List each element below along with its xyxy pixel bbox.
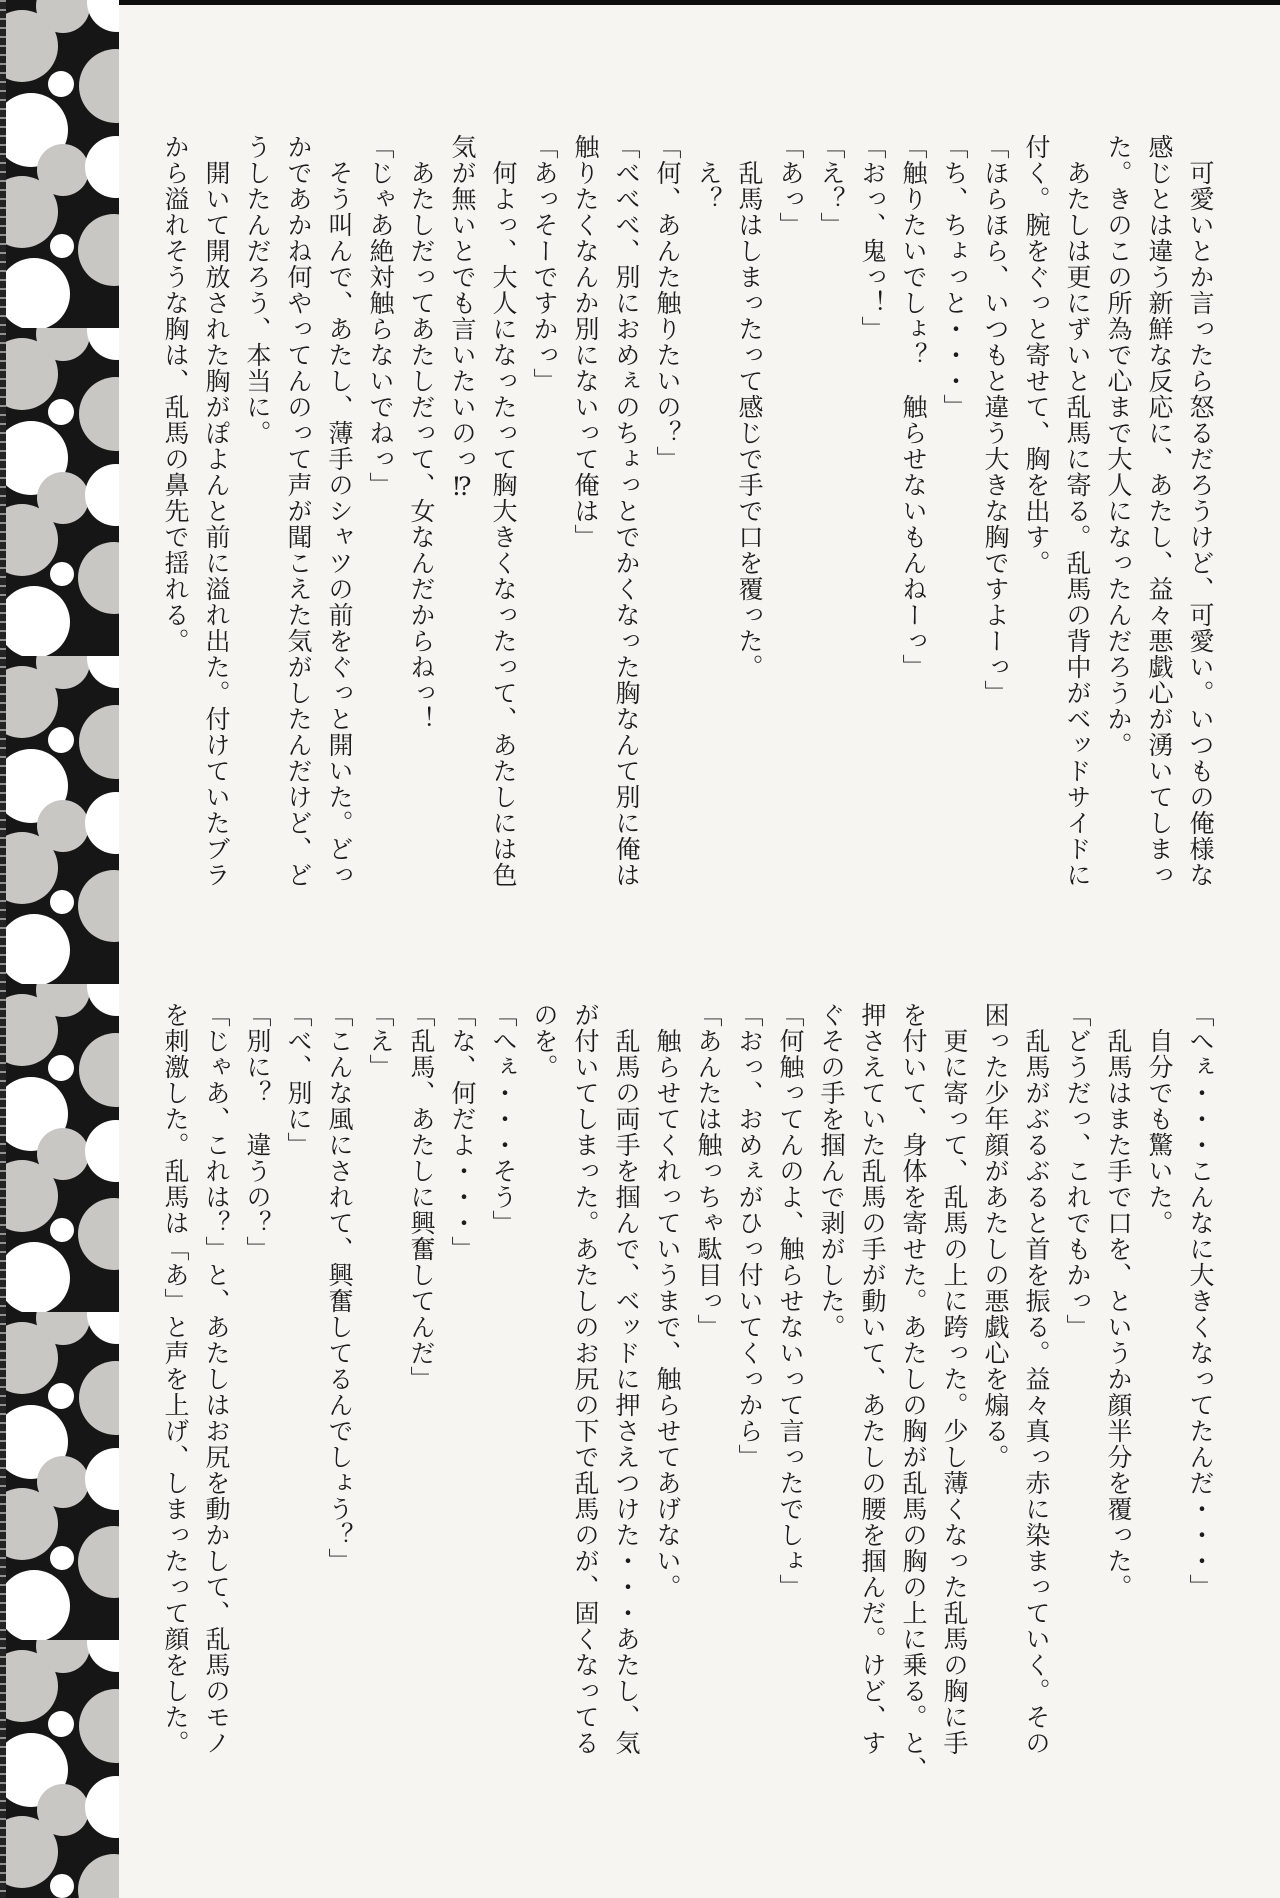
text-column: 「触りたいでしょ？ 触らせないもんねーっ」 — [899, 134, 928, 680]
text-column: そう叫んで、あたし、薄手のシャツの前をぐっと開いた。どっ — [325, 134, 354, 888]
text-column: 「べ、別に」 — [284, 1002, 313, 1158]
text-column: 可愛いとか言ったら怒るだろうけど、可愛い。いつもの俺様な — [1186, 134, 1215, 888]
text-column: 「じゃあ、これは？」と、あたしはお尻を動かして、乱馬のモノ — [202, 1002, 231, 1756]
text-column: 「へぇ・・・こんなに大きくなってたんだ・・・」 — [1186, 1002, 1215, 1600]
text-column: え？ — [694, 134, 723, 212]
text-column: かであかね何やってんのって声が聞こえた気がしたんだけど、ど — [284, 134, 313, 888]
text-column: 「な、何だよ・・・」 — [448, 1002, 477, 1262]
text-column: 乱馬はしまったって感じで手で口を覆った。 — [735, 134, 764, 680]
text-column: 自分でも驚いた。 — [1145, 1002, 1174, 1236]
text-column: を刺激した。乱馬は「あ」と声を上げ、しまったって顔をした。 — [161, 1002, 190, 1756]
text-column: た。きのこの所為で心まで大人になったんだろうか。 — [1104, 134, 1133, 758]
text-column: 乱馬の両手を掴んで、ベッドに押さえつけた・・・あたし、気 — [612, 1002, 641, 1756]
text-column: 「え」 — [366, 1002, 395, 1080]
text-column: 付く。腕をぐっと寄せて、胸を出す。 — [1022, 134, 1051, 576]
text-column: 開いて開放された胸がぽよんと前に溢れ出た。付けていたブラ — [202, 134, 231, 888]
text-column: 困った少年顔があたしの悪戯心を煽る。 — [981, 1002, 1010, 1470]
text-column: から溢れそうな胸は、乱馬の鼻先で揺れる。 — [161, 134, 190, 654]
text-column: あたしは更にずいと乱馬に寄る。乱馬の背中がベッドサイドに — [1063, 134, 1092, 888]
top-text-block — [162, 134, 1214, 946]
text-column: 「へぇ・・・そう」 — [489, 1002, 518, 1236]
text-column: 「おっ、おめぇがひっ付いてくっから」 — [735, 1002, 764, 1470]
text-column: 「何、あんた触りたいの？」 — [653, 134, 682, 472]
text-column: が付いてしまった。あたしのお尻の下で乱馬のが、固くなってる — [571, 1002, 600, 1756]
text-column: のを。 — [530, 1002, 559, 1080]
text-column: 「え？」 — [817, 134, 846, 238]
text-column: 押さえていた乱馬の手が動いて、あたしの腰を掴んだ。けど、す — [858, 1002, 887, 1756]
text-column: 「おっ、鬼っ！」 — [858, 134, 887, 342]
text-column: 「どうだっ、これでもかっ」 — [1063, 1002, 1092, 1340]
bottom-text-block — [162, 1002, 1214, 1814]
text-column: 「乱馬、あたしに興奮してんだ」 — [407, 1002, 436, 1392]
text-column: 感じとは違う新鮮な反応に、あたし、益々悪戯心が湧いてしまっ — [1145, 134, 1174, 888]
text-column: 「べべべ、別におめぇのちょっとでかくなった胸なんて別に俺は — [612, 134, 641, 888]
text-column: 「あっそーですかっ」 — [530, 134, 559, 394]
text-column: 更に寄って、乱馬の上に跨った。少し薄くなった乱馬の胸に手 — [940, 1002, 969, 1756]
text-column: 乱馬はまた手で口を、というか顔半分を覆った。 — [1104, 1002, 1133, 1600]
text-column: 触りたくなんか別にないって俺は」 — [571, 134, 600, 550]
text-column: を付いて、身体を寄せた。あたしの胸が乱馬の胸の上に乗る。と、 — [899, 1002, 928, 1782]
text-column: ぐその手を掴んで剥がした。 — [817, 1002, 846, 1340]
text-column: うしたんだろう、本当に。 — [243, 134, 272, 446]
text-column: 「ほらほら、いつもと違う大きな胸ですよーっ」 — [981, 134, 1010, 706]
text-column: 「あんたは触っちゃ駄目っ」 — [694, 1002, 723, 1340]
text-column: 「こんな風にされて、興奮してるんでしょう？」 — [325, 1002, 354, 1574]
text-column: 気が無いとでも言いたいのっ⁉ — [448, 134, 477, 502]
text-column: 触らせてくれっていうまで、触らせてあげない。 — [653, 1002, 682, 1600]
text-column: 「何触ってんのよ、触らせないって言ったでしょ」 — [776, 1002, 805, 1600]
text-column: 「ち、ちょっと・・・」 — [940, 134, 969, 420]
text-column: 何よっ、大人になったって胸大きくなったって、あたしには色 — [489, 134, 518, 888]
text-column: 「別に？ 違うの？」 — [243, 1002, 272, 1262]
text-column: 「じゃあ絶対触らないでねっ」 — [366, 134, 395, 498]
text-column: 「あっ」 — [776, 134, 805, 238]
text-column: あたしだってあたしだって、女なんだからねっ！ — [407, 134, 436, 732]
text-column: 乱馬がぶるぶると首を振る。益々真っ赤に染まっていく。その — [1022, 1002, 1051, 1756]
